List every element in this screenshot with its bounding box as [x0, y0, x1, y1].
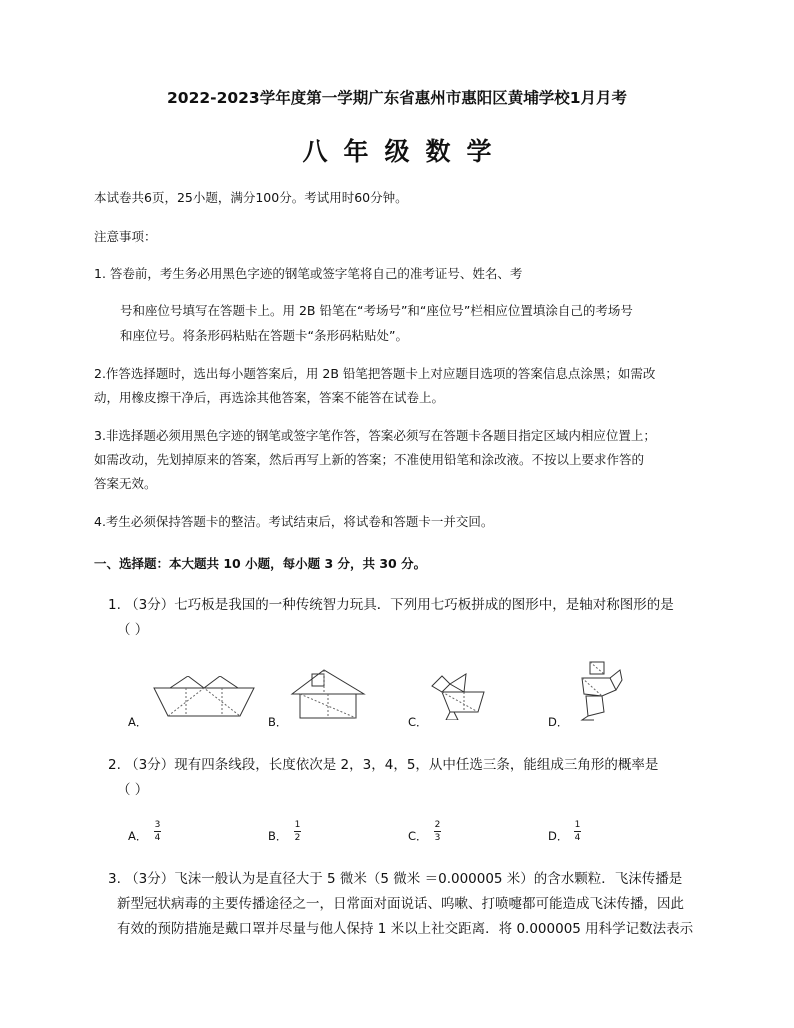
q2-option-d-label[interactable]: D． — [548, 829, 569, 843]
notice-item-1-line-3: 和座位号。将条形码粘贴在答题卡“条形码粘贴处”。 — [120, 328, 408, 343]
q2-option-d-fraction — [574, 820, 581, 843]
q2-option-c-fraction — [434, 820, 441, 843]
q2-option-b-label[interactable]: B． — [268, 829, 288, 843]
q2-stem-line-2: （ ） — [117, 782, 149, 798]
notice-heading: 注意事项： — [94, 229, 157, 244]
q2-option-a-label[interactable]: A． — [128, 829, 148, 843]
section-1-heading: 一、选择题：本大题共 10 小题，每小题 3 分，共 30 分。 — [94, 556, 427, 571]
notice-item-3-line-1: 3.非选择题必须用黑色字迹的钢笔或签字笔作答，答案必须写在答题卡各题目指定区域内相应位置上； — [94, 428, 656, 443]
numerator: 1 — [574, 820, 581, 830]
q3-stem-line-1: 3. （3分）飞沫一般认为是直径大于 5 微米（5 微米 ＝0.000005 米）的含水颗粒．飞沫传播是 — [108, 871, 683, 887]
numerator: 2 — [434, 820, 441, 830]
q3-stem-line-3: 有效的预防措施是戴口罩并尽量与他人保持 1 米以上社交距离．将 0.000005 用科学记数法表示 — [117, 921, 694, 937]
q1-option-a-label[interactable]: A． — [128, 715, 148, 729]
q1-figure-a-boat — [152, 676, 256, 720]
q1-figure-b-house — [288, 668, 368, 720]
exam-title: 2022-2023学年度第一学期广东省惠州市惠阳区黄埔学校1月月考 — [167, 89, 627, 107]
denominator: 4 — [154, 833, 161, 843]
notice-item-1-line-2: 号和座位号填写在答题卡上。用 2B 铅笔在“考场号”和“座位号”栏相应位置填涂自己的考场号 — [120, 303, 633, 318]
intro-text: 本试卷共6页，25小题，满分100分。考试用时60分钟。 — [94, 190, 408, 205]
denominator: 2 — [294, 833, 301, 843]
notice-item-2-line-2: 动，用橡皮擦干净后，再选涂其他答案，答案不能答在试卷上。 — [94, 390, 445, 405]
numerator: 1 — [294, 820, 301, 830]
notice-item-3-line-2: 如需改动，先划掉原来的答案，然后再写上新的答案；不准使用铅笔和涂改液。不按以上要求作答的 — [94, 452, 645, 467]
q1-stem-line-1: 1. （3分）七巧板是我国的一种传统智力玩具．下列用七巧板拼成的图形中，是轴对称图形的是 — [108, 597, 674, 613]
q1-figure-c-bird — [428, 668, 490, 720]
q1-option-b-label[interactable]: B． — [268, 715, 288, 729]
notice-item-3-line-3: 答案无效。 — [94, 476, 157, 491]
q1-figure-d-figure — [576, 660, 624, 722]
subject-title: 八年级数学 — [302, 137, 508, 166]
q3-stem-line-2: 新型冠状病毒的主要传播途径之一，日常面对面说话、呜嗽、打喷嚏都可能造成飞沫传播，因此 — [117, 896, 684, 912]
q1-option-c-label[interactable]: C． — [408, 715, 428, 729]
q1-stem-line-2: （ ） — [117, 622, 149, 638]
q2-stem-line-1: 2. （3分）现有四条线段，长度依次是 2，3，4，5，从中任选三条，能组成三角形的概率是 — [108, 757, 659, 773]
denominator: 3 — [434, 833, 441, 843]
notice-item-4: 4.考生必须保持答题卡的整洁。考试结束后，将试卷和答题卡一并交回。 — [94, 514, 494, 529]
notice-item-1-line-1: 1. 答卷前，考生务必用黑色字迹的钢笔或签字笔将自己的准考证号、姓名、考 — [94, 266, 523, 281]
numerator: 3 — [154, 820, 161, 830]
q2-option-c-label[interactable]: C． — [408, 829, 428, 843]
q2-option-b-fraction — [294, 820, 301, 843]
notice-item-2-line-1: 2.作答选择题时，选出每小题答案后，用 2B 铅笔把答题卡上对应题目选项的答案信息点涂黑；如需改 — [94, 366, 656, 381]
q2-option-a-fraction — [154, 820, 161, 843]
denominator: 4 — [574, 833, 581, 843]
q1-option-d-label[interactable]: D． — [548, 715, 569, 729]
